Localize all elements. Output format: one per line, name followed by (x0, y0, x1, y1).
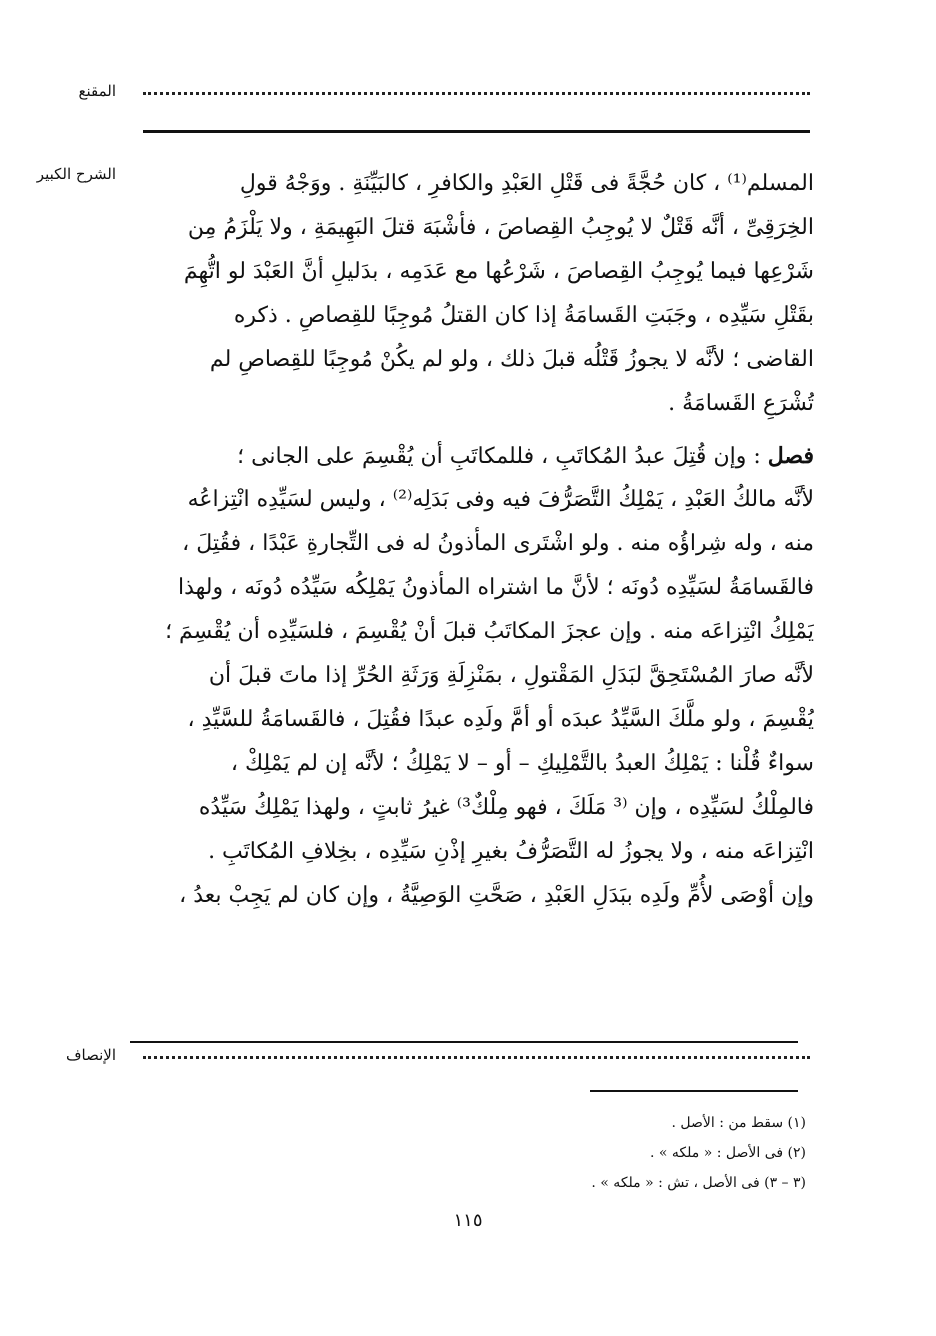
text-line: فالمِلْكُ لسَيِّدِه ، وإن ⁽³ مَلَكَ ، فهو مِلْكٌ³⁾ غيرُ ثابتٍ ، ولهذا يَمْلِكُ سَيِّدُه (198, 795, 814, 820)
page-number: ١١٥ (453, 1210, 483, 1231)
text-line: سواءٌ قُلْنا : يَمْلِكُ العبدُ بالتَّمْلِيكِ – أو – لا يَمْلِكُ ؛ لأنَّه إن لم يَمْلِكْ ، (230, 751, 814, 776)
text-line: الخِرَقِىِّ ، أنَّه قَتْلٌ لا يُوجِبُ القِصاصَ ، فأشْبَهَ قتلَ البَهِيمَةِ ، ولا يَلْزَمُ مِن (187, 215, 814, 240)
side-label-insaf: الإنصاف (65, 1046, 116, 1064)
text-line: منه ، وله شِراؤُه منه . ولو اشْتَرى المأذونُ له فى التِّجارةِ عَبْدًا ، فقُتِلَ ، (182, 531, 814, 556)
header-dotted-line (143, 92, 810, 95)
footnote: (٣ – ٣) فى الأصل ، تش : « ملكه » . (591, 1175, 806, 1191)
fasl-text: : وإن قُتِلَ عبدُ المُكاتَبِ ، فللمكاتَبِ أن يُقْسِمَ على الجانى ؛ (237, 444, 768, 469)
text-line: المسلم⁽¹⁾ ، كان حُجَّةً فى قَتْلِ العَبْدِ والكافرِ ، كالبَيِّنَةِ . ووَجْهُ قولِ (239, 171, 814, 196)
text-line: يُقْسِمَ ، ولو ملَّكَ السَّيِّدُ عبدَه أو أمَّ ولَدِه عبدًا فقُتِلَ ، فالقَسامَةُ للسَّيِّدِ ، (187, 707, 814, 732)
text-line: فالقَسامَةُ لسَيِّدِه دُونَه ؛ لأنَّ ما اشتراه المأذونُ يَمْلِكُه سَيِّدُه دُونَه ، ولهذا (177, 575, 814, 600)
footnote: (١) سقط من : الأصل . (671, 1115, 806, 1131)
text-line: وإن أوْصَى لأُمِّ ولَدِه ببَدَلِ العَبْدِ ، صَحَّتِ الوَصِيَّةُ ، وإن كان لم يَجِبْ بعدُ ، (179, 883, 814, 908)
side-label-sharh: الشرح الكبير (36, 165, 116, 183)
text-line: انْتِزاعَه منه ، ولا يجوزُ له التَّصَرُّفُ بغيرِ إذْنِ سَيِّدِه ، بخِلافِ المُكاتَبِ . (208, 839, 814, 864)
text-line: القاضى ؛ لأنَّه لا يجوزُ قَتْلُه قبلَ ذلك ، ولو لم يكُنْ مُوجِبًا للقِصاصِ لم (209, 347, 814, 372)
text-line: لأنَّه مالكُ العَبْدِ ، يَمْلِكُ التَّصَرُّفَ فيه وفى بَدَلِه⁽²⁾ ، وليس لسَيِّدِه انْتِزاعُه (187, 487, 814, 512)
text-line: يَمْلِكُ انْتِزاعَه منه . وإن عجزَ المكاتَبُ قبلَ أنْ يُقْسِمَ ، فلسَيِّدِه أن يُقْسِمَ ؛ (165, 619, 814, 644)
footnote: (٢) فى الأصل : « ملكه » . (649, 1145, 806, 1161)
insaf-rule (130, 1041, 798, 1043)
insaf-dotted-line (143, 1056, 810, 1059)
book-title: المقنع (78, 82, 116, 100)
text-line: شَرْعِها فيما يُوجِبُ القِصاصَ ، شَرْعُها مع عَدَمِه ، بدَليلِ أنَّ العَبْدَ لو اتُّهِمَ (183, 259, 814, 284)
text-line (130, 434, 814, 478)
footnote-rule (590, 1090, 798, 1092)
text-line: لأنَّه صارَ المُسْتَحِقَّ لبَدَلِ المَقْتولِ ، بمَنْزِلَةِ وَرَثَةِ الحُرِّ إذا ماتَ قبلَ أن (208, 663, 814, 688)
header-rule (143, 130, 810, 133)
fasl-heading: فصل (767, 443, 814, 469)
text-line: بقَتْلِ سَيِّدِه ، وجَبَتِ القَسامَةُ إذا كان القتلُ مُوجِبًا للقِصاصِ . ذكره (233, 303, 814, 328)
text-line: تُشْرَعِ القَسامَةُ . (668, 391, 814, 416)
main-text (130, 162, 814, 918)
